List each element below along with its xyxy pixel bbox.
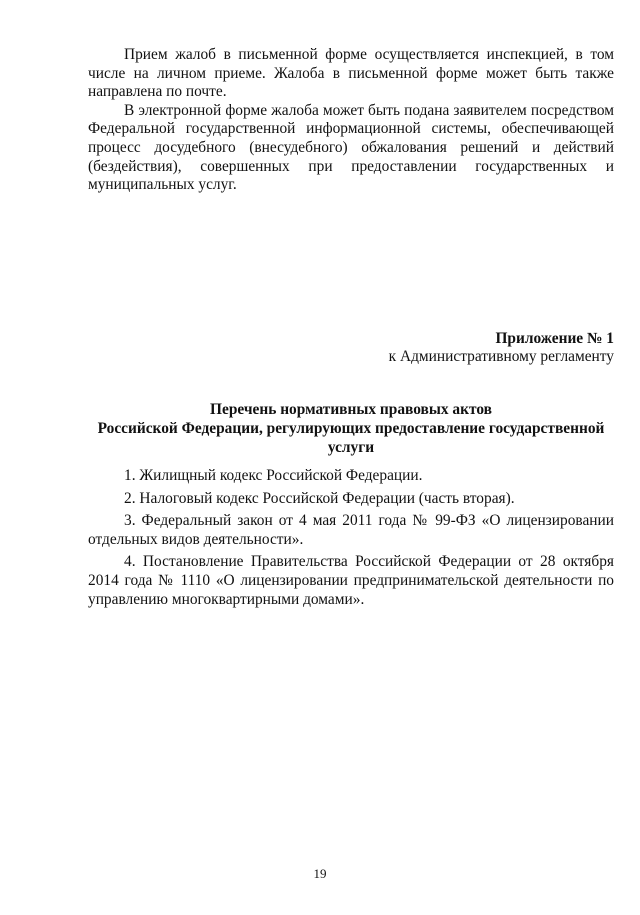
intro-text xyxy=(88,46,614,195)
intro-paragraph-2: В электронной форме жалоба может быть подана заявителем посредством Федеральной государственной информационной системы, обеспечивающей процесс досудебного (внесудебного) обжалования решений и действий (бездействия), совершенных при предоставлении государственных и муниципальных услуг. xyxy=(88,101,614,194)
appendix-subtitle: к Административному регламенту xyxy=(388,348,614,365)
list-item: 3. Федеральный закон от 4 мая 2011 года № 99-ФЗ «О лицензировании отдельных видов деятельности». xyxy=(88,512,614,548)
heading-line-3: услуги xyxy=(327,439,375,456)
legal-acts-list xyxy=(88,467,614,613)
list-heading xyxy=(88,400,614,457)
appendix-title: Приложение № 1 xyxy=(495,330,614,347)
heading-line-2: Российской Федерации, регулирующих предоставление государственной xyxy=(97,420,605,437)
intro-paragraph-1: Прием жалоб в письменной форме осуществляется инспекцией, в том числе на личном приеме. Жалоба в письменной форме может быть также направлена по почте. xyxy=(88,46,614,101)
list-item: 4. Постановление Правительства Российской Федерации от 28 октября 2014 года № 1110 «О лицензировании предпринимательской деятельности по управлению многоквартирными домами». xyxy=(88,553,614,608)
page-number: 19 xyxy=(313,866,327,881)
heading-line-1: Перечень нормативных правовых актов xyxy=(210,401,492,418)
list-item: 2. Налоговый кодекс Российской Федерации (часть вторая). xyxy=(124,489,515,507)
list-item: 1. Жилищный кодекс Российской Федерации. xyxy=(124,467,423,484)
